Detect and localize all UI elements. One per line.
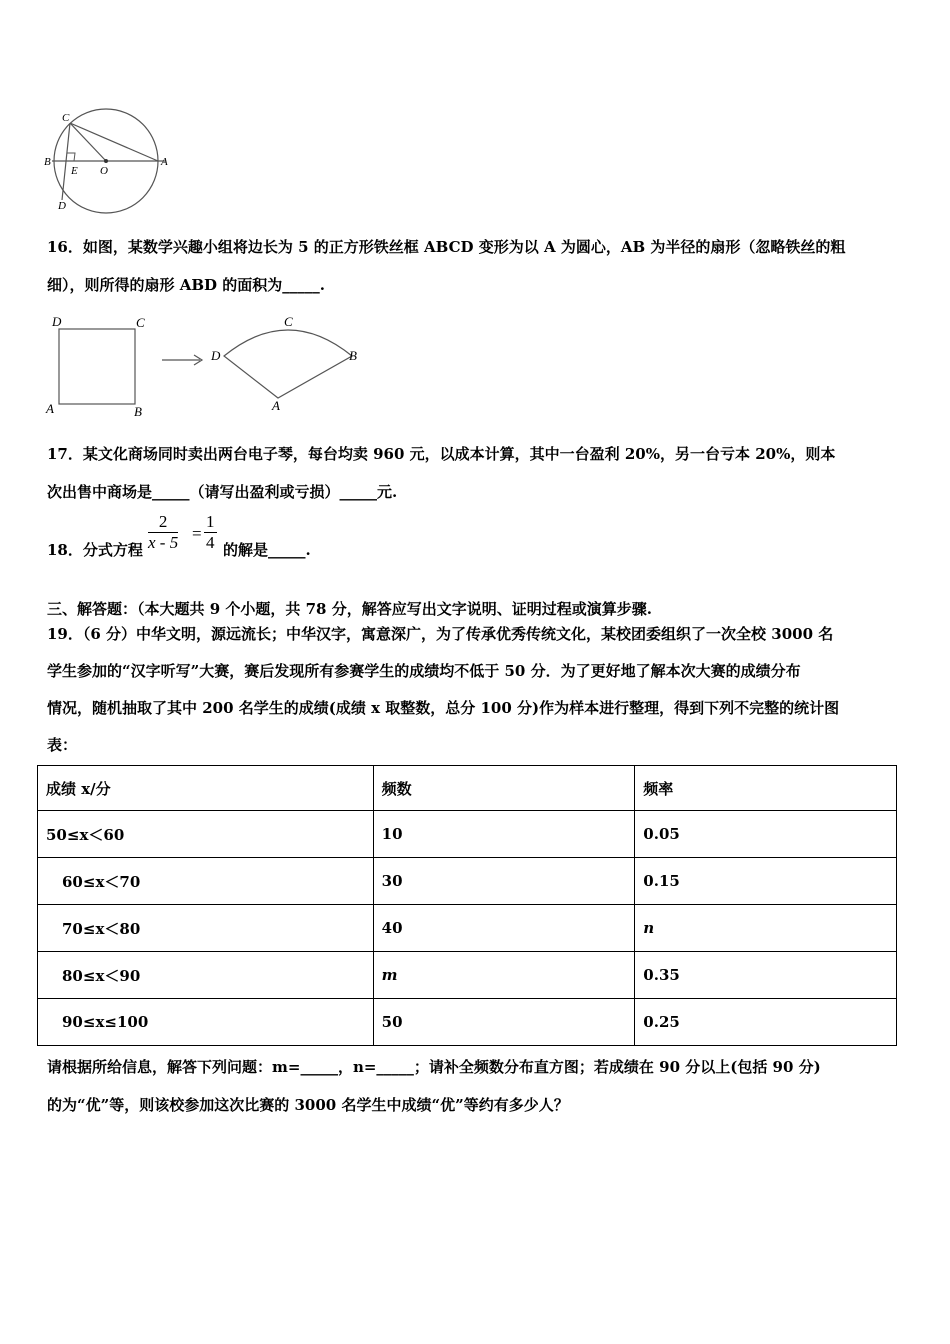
section3-title: 三、解答题：（本大题共 9 个小题，共 78 分，解答应写出文字说明、证明过程或演算步骤. bbox=[47, 600, 652, 618]
q19-line4: 表： bbox=[47, 736, 78, 754]
q17-line1: 17．某文化商场同时卖出两台电子琴，每台均卖 960 元，以成本计算，其中一台盈利 20%，另一台亏本 20%，则本 bbox=[47, 445, 836, 463]
label-b: B bbox=[44, 156, 51, 168]
table-header-row bbox=[38, 766, 897, 811]
table-cell: 0.35 bbox=[635, 952, 897, 999]
sector-label-d: D bbox=[211, 348, 221, 363]
table-cell: 70≤x＜80 bbox=[38, 905, 374, 952]
square-label-d: D bbox=[52, 314, 62, 329]
q18-suffix: 的解是_____. bbox=[223, 541, 311, 559]
sector-label-b: B bbox=[349, 348, 357, 363]
sector-label-c: C bbox=[284, 314, 293, 329]
sector-abd bbox=[224, 330, 352, 398]
table-cell: 10 bbox=[373, 811, 635, 858]
square-label-c: C bbox=[136, 315, 145, 330]
q17-line2: 次出售中商场是_____（请写出盈利或亏损）_____元. bbox=[47, 483, 398, 501]
table-cell: m bbox=[373, 952, 635, 999]
label-d: D bbox=[58, 200, 66, 212]
score-frequency-table bbox=[37, 765, 897, 1046]
table-cell: 40 bbox=[373, 905, 635, 952]
table-cell: 50≤x＜60 bbox=[38, 811, 374, 858]
q19-line1: 19．（6 分）中华文明，源远流长；中华汉字，寓意深广，为了传承优秀传统文化，某校团委组织了一次全校 3000 名 bbox=[47, 625, 834, 643]
q18-fraction-2 bbox=[204, 512, 217, 553]
table-cell: 80≤x＜90 bbox=[38, 952, 374, 999]
square-label-a: A bbox=[46, 401, 54, 416]
square-to-sector-figure bbox=[40, 310, 380, 422]
square-abcd bbox=[59, 329, 135, 404]
q18-equals: = bbox=[192, 524, 202, 543]
q19-line2: 学生参加的“汉字听写”大赛，赛后发现所有参赛学生的成绩均不低于 50 分．为了更好地了解本次大赛的成绩分布 bbox=[47, 662, 801, 680]
table-cell: n bbox=[635, 905, 897, 952]
label-c: C bbox=[62, 112, 70, 124]
q16-line1: 16．如图，某数学兴趣小组将边长为 5 的正方形铁丝框 ABCD 变形为以 A 为圆心，AB 为半径的扇形（忽略铁丝的粗 bbox=[47, 238, 846, 256]
header-frequency: 频数 bbox=[373, 766, 635, 811]
q18-frac1-denominator: x - 5 bbox=[148, 533, 179, 552]
header-rate: 频率 bbox=[635, 766, 897, 811]
header-score: 成绩 x/分 bbox=[38, 766, 374, 811]
right-angle-mark bbox=[67, 153, 75, 161]
square-label-b: B bbox=[134, 404, 142, 419]
q18-frac1-numerator: 2 bbox=[148, 512, 178, 533]
circle-figure bbox=[40, 108, 180, 220]
q18-frac2-denominator: 4 bbox=[206, 533, 215, 552]
q19-line3: 情况，随机抽取了其中 200 名学生的成绩(成绩 x 取整数，总分 100 分)作为样本进行整理，得到下列不完整的统计图 bbox=[47, 699, 840, 717]
q19-after-line2: 的为“优”等，则该校参加这次比赛的 3000 名学生中成绩“优”等约有多少人？ bbox=[47, 1096, 569, 1114]
table-cell: 30 bbox=[373, 858, 635, 905]
table-cell: 0.25 bbox=[635, 999, 897, 1046]
table-cell: 0.15 bbox=[635, 858, 897, 905]
label-a: A bbox=[161, 156, 168, 168]
table-cell: 50 bbox=[373, 999, 635, 1046]
label-e: E bbox=[71, 165, 78, 177]
sector-label-a: A bbox=[272, 398, 280, 413]
table-row bbox=[38, 999, 897, 1046]
table-row bbox=[38, 858, 897, 905]
label-o: O bbox=[100, 165, 108, 177]
table-cell: 90≤x≤100 bbox=[38, 999, 374, 1046]
q18-prefix: 18．分式方程 bbox=[47, 541, 143, 559]
segment-co bbox=[70, 123, 106, 161]
q19-after-line1: 请根据所给信息，解答下列问题：m=_____，n=_____；请补全频数分布直方图；若成绩在 90 分以上(包括 90 分) bbox=[47, 1058, 821, 1076]
chord-ca bbox=[70, 123, 158, 161]
center-point bbox=[104, 159, 108, 163]
table-cell: 60≤x＜70 bbox=[38, 858, 374, 905]
table-row bbox=[38, 905, 897, 952]
table-row bbox=[38, 811, 897, 858]
table-cell: 0.05 bbox=[635, 811, 897, 858]
q18-fraction-1 bbox=[148, 512, 178, 553]
q16-line2: 细），则所得的扇形 ABD 的面积为_____. bbox=[47, 276, 325, 294]
table-row bbox=[38, 952, 897, 999]
q18-frac2-numerator: 1 bbox=[206, 512, 215, 531]
